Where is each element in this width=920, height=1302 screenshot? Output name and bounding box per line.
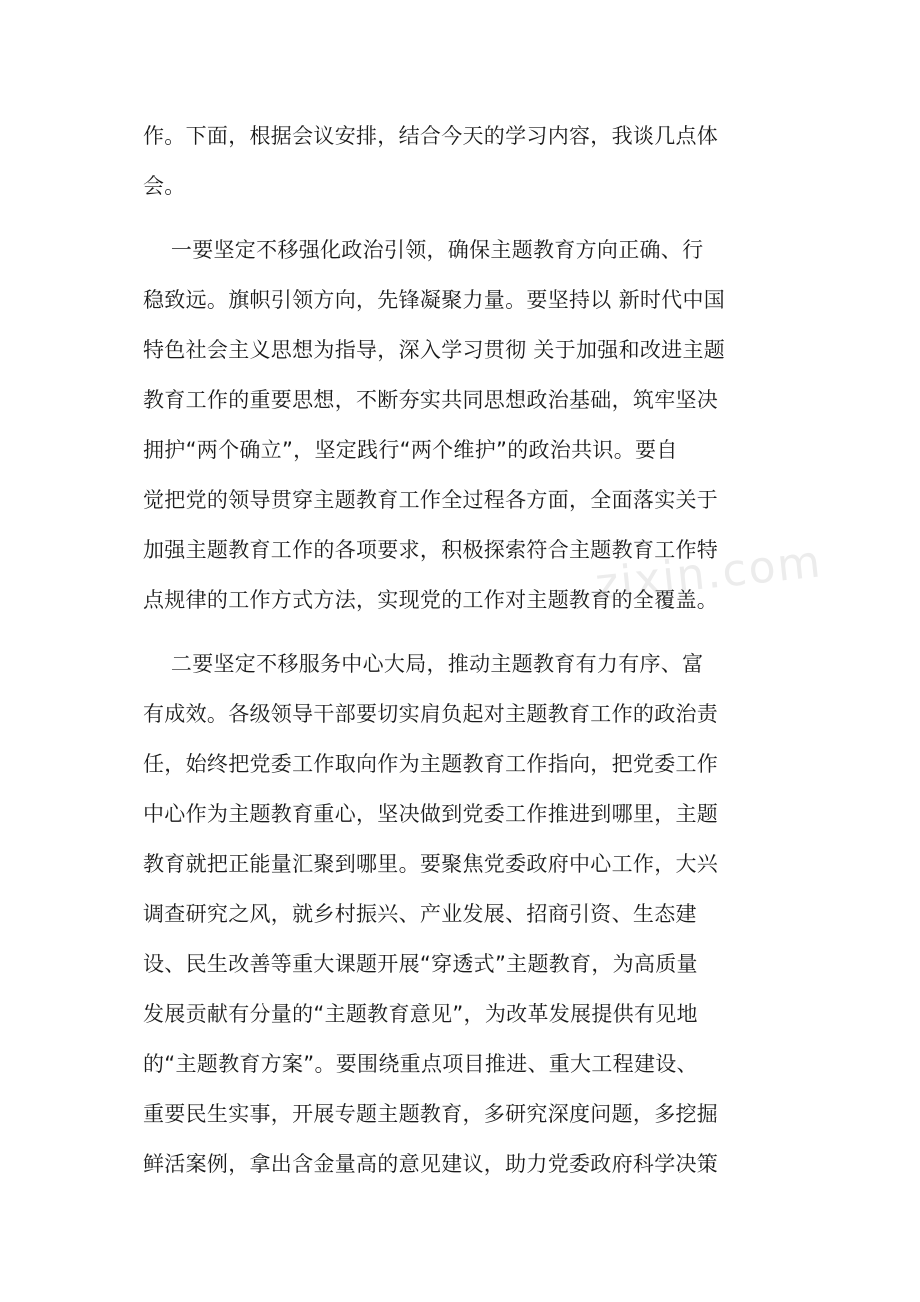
- paragraph-3-line-7: 设、民生改善等重大课题开展“穿透式”主题教育，为高质量: [143, 952, 698, 976]
- paragraph-1-line-2: 会。: [143, 174, 186, 198]
- paragraph-3-line-1: 二要坚定不移服务中心大局，推动主题教育有力有序、富: [143, 652, 704, 676]
- watermark-text: zixin.com: [592, 536, 825, 611]
- paragraph-2-line-4: 教育工作的重要思想，不断夯实共同思想政治基础，筑牢坚决: [143, 388, 719, 412]
- paragraph-1-line-1: 作。下面，根据会议安排，结合今天的学习内容，我谈几点体: [143, 124, 719, 148]
- paragraph-3-line-4: 中心作为主题教育重心，坚决做到党委工作推进到哪里，主题: [143, 802, 719, 826]
- paragraph-2-line-2: 稳致远。旗帜引领方向，先锋凝聚力量。要坚持以 新时代中国: [143, 288, 726, 312]
- paragraph-3-line-10: 重要民生实事，开展专题主题教育，多研究深度问题，多挖掘: [143, 1102, 719, 1126]
- paragraph-3-line-2: 有成效。各级领导干部要切实肩负起对主题教育工作的政治责: [143, 702, 719, 726]
- paragraph-2-line-3: 特色社会主义思想为指导，深入学习贯彻 关于加强和改进主题: [143, 338, 726, 362]
- paragraph-3-line-3: 任，始终把党委工作取向作为主题教育工作指向，把党委工作: [143, 752, 719, 776]
- paragraph-2-line-6: 觉把党的领导贯穿主题教育工作全过程各方面，全面落实关于: [143, 488, 719, 512]
- paragraph-3-line-8: 发展贡献有分量的“主题教育意见”，为改革发展提供有见地: [143, 1002, 698, 1026]
- paragraph-2-line-1: 一要坚定不移强化政治引领，确保主题教育方向正确、行: [143, 238, 704, 262]
- paragraph-2-line-8: 点规律的工作方式方法，实现党的工作对主题教育的全覆盖。: [143, 588, 719, 612]
- paragraph-3-line-11: 鲜活案例，拿出含金量高的意见建议，助力党委政府科学决策: [143, 1152, 719, 1176]
- paragraph-3-line-9: 的“主题教育方案”。要围绕重点项目推进、重大工程建设、: [143, 1052, 698, 1076]
- paragraph-2-line-7: 加强主题教育工作的各项要求，积极探索符合主题教育工作特: [143, 538, 719, 562]
- paragraph-3-line-5: 教育就把正能量汇聚到哪里。要聚焦党委政府中心工作，大兴: [143, 852, 719, 876]
- paragraph-3-line-6: 调查研究之风，就乡村振兴、产业发展、招商引资、生态建: [143, 902, 697, 926]
- paragraph-2-line-5: 拥护“两个确立”，坚定践行“两个维护”的政治共识。要自: [143, 438, 678, 462]
